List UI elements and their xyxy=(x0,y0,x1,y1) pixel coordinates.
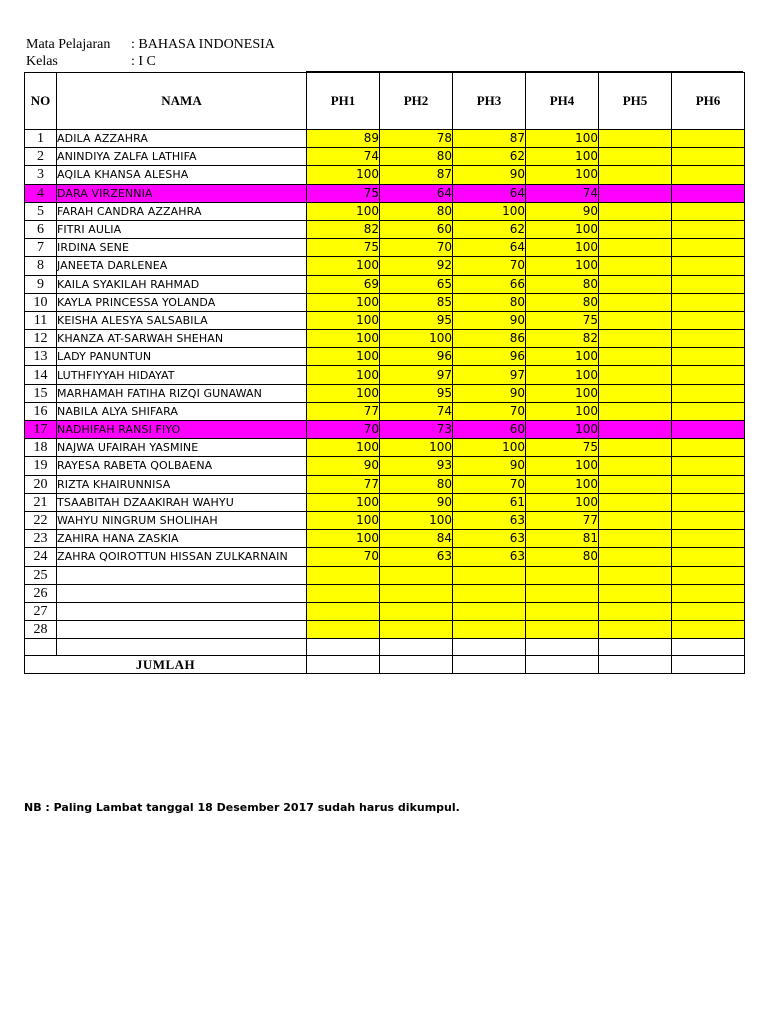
score-ph3: 90 xyxy=(453,166,526,184)
score-ph6 xyxy=(672,257,745,275)
score-ph3: 86 xyxy=(453,330,526,348)
score-ph4: 80 xyxy=(526,548,599,566)
total-label: JUMLAH xyxy=(25,656,307,674)
student-name: WAHYU NINGRUM SHOLIHAH xyxy=(57,511,307,529)
score-ph2: 63 xyxy=(380,548,453,566)
score-ph3: 62 xyxy=(453,220,526,238)
table-cell xyxy=(453,639,526,656)
score-ph6 xyxy=(672,621,745,639)
table-row xyxy=(25,366,745,384)
student-name: ZAHRA QOIROTTUN HISSAN ZULKARNAIN xyxy=(57,548,307,566)
score-ph4: 75 xyxy=(526,439,599,457)
score-ph1 xyxy=(307,566,380,584)
table-row xyxy=(25,475,745,493)
score-ph4: 80 xyxy=(526,275,599,293)
score-ph5 xyxy=(599,239,672,257)
score-ph5 xyxy=(599,475,672,493)
score-ph2: 100 xyxy=(380,511,453,529)
score-ph4: 82 xyxy=(526,330,599,348)
score-ph5 xyxy=(599,402,672,420)
score-ph4: 100 xyxy=(526,421,599,439)
score-ph3: 64 xyxy=(453,184,526,202)
score-ph1: 100 xyxy=(307,493,380,511)
score-ph6 xyxy=(672,457,745,475)
score-ph6 xyxy=(672,293,745,311)
row-number: 25 xyxy=(25,566,57,584)
score-ph3 xyxy=(453,621,526,639)
subject-value: : BAHASA INDONESIA xyxy=(131,37,275,52)
score-ph2: 100 xyxy=(380,330,453,348)
total-ph5 xyxy=(599,656,672,674)
col-ph4-header: PH4 xyxy=(526,73,599,130)
score-ph1: 100 xyxy=(307,511,380,529)
student-name xyxy=(57,621,307,639)
score-ph2: 95 xyxy=(380,384,453,402)
score-ph4: 100 xyxy=(526,239,599,257)
total-ph3 xyxy=(453,656,526,674)
subject-label: Mata Pelajaran xyxy=(26,37,111,52)
score-ph3: 70 xyxy=(453,257,526,275)
student-name: FARAH CANDRA AZZAHRA xyxy=(57,202,307,220)
score-ph4: 100 xyxy=(526,384,599,402)
score-ph2: 73 xyxy=(380,421,453,439)
header-row xyxy=(25,73,745,130)
score-ph3: 80 xyxy=(453,293,526,311)
score-ph6 xyxy=(672,202,745,220)
row-number: 20 xyxy=(25,475,57,493)
score-ph5 xyxy=(599,384,672,402)
row-number: 24 xyxy=(25,548,57,566)
score-ph4: 100 xyxy=(526,166,599,184)
student-name: NADHIFAH RANSI FIYO xyxy=(57,421,307,439)
score-ph2: 60 xyxy=(380,220,453,238)
score-ph2: 90 xyxy=(380,493,453,511)
score-ph3: 100 xyxy=(453,202,526,220)
score-ph2: 78 xyxy=(380,130,453,148)
table-row xyxy=(25,548,745,566)
score-ph6 xyxy=(672,584,745,602)
student-name: LADY PANUNTUN xyxy=(57,348,307,366)
score-ph5 xyxy=(599,366,672,384)
student-name xyxy=(57,566,307,584)
score-ph6 xyxy=(672,402,745,420)
score-ph1: 100 xyxy=(307,366,380,384)
score-ph1 xyxy=(307,602,380,620)
col-ph3-header: PH3 xyxy=(453,73,526,130)
total-ph4 xyxy=(526,656,599,674)
score-ph2: 65 xyxy=(380,275,453,293)
row-number: 16 xyxy=(25,402,57,420)
score-ph2 xyxy=(380,621,453,639)
student-name: NAJWA UFAIRAH YASMINE xyxy=(57,439,307,457)
score-ph5 xyxy=(599,530,672,548)
student-name: JANEETA DARLENEA xyxy=(57,257,307,275)
score-ph4: 100 xyxy=(526,457,599,475)
col-ph6-header: PH6 xyxy=(672,73,745,130)
table-row xyxy=(25,566,745,584)
class-value: : I C xyxy=(131,54,156,69)
grade-table xyxy=(24,72,745,674)
score-ph4: 80 xyxy=(526,293,599,311)
score-ph3: 63 xyxy=(453,548,526,566)
student-name: MARHAMAH FATIHA RIZQI GUNAWAN xyxy=(57,384,307,402)
table-row xyxy=(25,384,745,402)
row-number: 5 xyxy=(25,202,57,220)
score-ph1: 100 xyxy=(307,384,380,402)
table-row xyxy=(25,602,745,620)
score-ph6 xyxy=(672,602,745,620)
score-ph6 xyxy=(672,548,745,566)
score-ph5 xyxy=(599,348,672,366)
score-ph2: 84 xyxy=(380,530,453,548)
score-ph6 xyxy=(672,530,745,548)
score-ph5 xyxy=(599,293,672,311)
col-ph1-header: PH1 xyxy=(307,73,380,130)
row-number: 1 xyxy=(25,130,57,148)
table-row xyxy=(25,275,745,293)
table-row xyxy=(25,311,745,329)
score-ph2: 100 xyxy=(380,439,453,457)
student-name: FITRI AULIA xyxy=(57,220,307,238)
row-number: 15 xyxy=(25,384,57,402)
score-ph1: 89 xyxy=(307,130,380,148)
score-ph6 xyxy=(672,330,745,348)
score-ph3: 61 xyxy=(453,493,526,511)
score-ph2 xyxy=(380,584,453,602)
score-ph5 xyxy=(599,548,672,566)
table-cell xyxy=(380,639,453,656)
row-number: 3 xyxy=(25,166,57,184)
score-ph6 xyxy=(672,439,745,457)
score-ph4: 100 xyxy=(526,348,599,366)
row-number: 7 xyxy=(25,239,57,257)
table-cell xyxy=(599,639,672,656)
table-row xyxy=(25,293,745,311)
table-cell xyxy=(307,639,380,656)
score-ph1: 69 xyxy=(307,275,380,293)
score-ph4: 100 xyxy=(526,366,599,384)
score-ph5 xyxy=(599,275,672,293)
score-ph6 xyxy=(672,166,745,184)
student-name: ADILA AZZAHRA xyxy=(57,130,307,148)
student-name: TSAABITAH DZAAKIRAH WAHYU xyxy=(57,493,307,511)
score-ph2: 70 xyxy=(380,239,453,257)
total-ph1 xyxy=(307,656,380,674)
score-ph3 xyxy=(453,566,526,584)
score-ph1 xyxy=(307,584,380,602)
score-ph6 xyxy=(672,239,745,257)
score-ph6 xyxy=(672,493,745,511)
score-ph3: 97 xyxy=(453,366,526,384)
table-row xyxy=(25,439,745,457)
score-ph6 xyxy=(672,348,745,366)
row-number: 8 xyxy=(25,257,57,275)
score-ph4: 100 xyxy=(526,220,599,238)
score-ph5 xyxy=(599,493,672,511)
score-ph4: 100 xyxy=(526,148,599,166)
score-ph1: 100 xyxy=(307,202,380,220)
col-ph2-header: PH2 xyxy=(380,73,453,130)
score-ph4 xyxy=(526,566,599,584)
score-ph5 xyxy=(599,166,672,184)
score-ph3: 90 xyxy=(453,384,526,402)
student-name: ANINDIYA ZALFA LATHIFA xyxy=(57,148,307,166)
student-name: LUTHFIYYAH HIDAYAT xyxy=(57,366,307,384)
score-ph3: 100 xyxy=(453,439,526,457)
score-ph1: 75 xyxy=(307,239,380,257)
table-row xyxy=(25,166,745,184)
score-ph1: 82 xyxy=(307,220,380,238)
student-name: AQILA KHANSA ALESHA xyxy=(57,166,307,184)
score-ph2 xyxy=(380,566,453,584)
score-ph5 xyxy=(599,202,672,220)
row-number: 9 xyxy=(25,275,57,293)
col-ph5-header: PH5 xyxy=(599,73,672,130)
score-ph4: 90 xyxy=(526,202,599,220)
table-cell xyxy=(25,639,57,656)
student-name: ZAHIRA HANA ZASKIA xyxy=(57,530,307,548)
score-ph5 xyxy=(599,511,672,529)
score-ph3: 96 xyxy=(453,348,526,366)
score-ph2: 80 xyxy=(380,148,453,166)
score-ph4 xyxy=(526,602,599,620)
table-row xyxy=(25,239,745,257)
score-ph6 xyxy=(672,184,745,202)
table-row xyxy=(25,148,745,166)
score-ph5 xyxy=(599,311,672,329)
score-ph1 xyxy=(307,621,380,639)
score-ph6 xyxy=(672,566,745,584)
table-row xyxy=(25,348,745,366)
score-ph6 xyxy=(672,311,745,329)
row-number: 4 xyxy=(25,184,57,202)
score-ph1: 100 xyxy=(307,293,380,311)
total-ph2 xyxy=(380,656,453,674)
score-ph2: 95 xyxy=(380,311,453,329)
score-ph5 xyxy=(599,148,672,166)
student-name: KHANZA AT-SARWAH SHEHAN xyxy=(57,330,307,348)
score-ph2: 93 xyxy=(380,457,453,475)
score-ph3: 64 xyxy=(453,239,526,257)
score-ph1: 100 xyxy=(307,348,380,366)
score-ph5 xyxy=(599,184,672,202)
student-name xyxy=(57,602,307,620)
score-ph2 xyxy=(380,602,453,620)
score-ph2: 80 xyxy=(380,475,453,493)
score-ph6 xyxy=(672,384,745,402)
table-cell xyxy=(526,639,599,656)
score-ph5 xyxy=(599,130,672,148)
score-ph4: 100 xyxy=(526,257,599,275)
score-ph4: 74 xyxy=(526,184,599,202)
score-ph4: 100 xyxy=(526,130,599,148)
score-ph3: 63 xyxy=(453,530,526,548)
student-name: IRDINA SENE xyxy=(57,239,307,257)
table-row xyxy=(25,584,745,602)
row-number: 10 xyxy=(25,293,57,311)
score-ph2: 96 xyxy=(380,348,453,366)
score-ph1: 75 xyxy=(307,184,380,202)
score-ph1: 100 xyxy=(307,330,380,348)
row-number: 13 xyxy=(25,348,57,366)
score-ph4: 77 xyxy=(526,511,599,529)
table-row xyxy=(25,421,745,439)
score-ph5 xyxy=(599,621,672,639)
score-ph5 xyxy=(599,421,672,439)
score-ph2: 97 xyxy=(380,366,453,384)
score-ph2: 92 xyxy=(380,257,453,275)
score-ph2: 80 xyxy=(380,202,453,220)
row-number: 12 xyxy=(25,330,57,348)
deadline-note: NB : Paling Lambat tanggal 18 Desember 2017 sudah harus dikumpul. xyxy=(24,801,460,814)
row-number: 28 xyxy=(25,621,57,639)
row-number: 27 xyxy=(25,602,57,620)
score-ph1: 74 xyxy=(307,148,380,166)
score-ph1: 100 xyxy=(307,530,380,548)
score-ph6 xyxy=(672,366,745,384)
score-ph6 xyxy=(672,511,745,529)
row-number: 2 xyxy=(25,148,57,166)
score-ph2: 64 xyxy=(380,184,453,202)
score-ph3: 90 xyxy=(453,311,526,329)
student-name: KAYLA PRINCESSA YOLANDA xyxy=(57,293,307,311)
score-ph6 xyxy=(672,130,745,148)
score-ph5 xyxy=(599,220,672,238)
score-ph6 xyxy=(672,148,745,166)
score-ph4: 100 xyxy=(526,493,599,511)
score-ph5 xyxy=(599,439,672,457)
score-ph3 xyxy=(453,584,526,602)
score-ph5 xyxy=(599,584,672,602)
row-number: 11 xyxy=(25,311,57,329)
row-number: 26 xyxy=(25,584,57,602)
row-number: 17 xyxy=(25,421,57,439)
score-ph5 xyxy=(599,457,672,475)
score-ph2: 85 xyxy=(380,293,453,311)
table-row xyxy=(25,257,745,275)
score-ph3: 70 xyxy=(453,475,526,493)
total-ph6 xyxy=(672,656,745,674)
row-number: 19 xyxy=(25,457,57,475)
row-number: 6 xyxy=(25,220,57,238)
table-row xyxy=(25,330,745,348)
score-ph2: 74 xyxy=(380,402,453,420)
score-ph4 xyxy=(526,584,599,602)
table-row xyxy=(25,493,745,511)
student-name: RIZTA KHAIRUNNISA xyxy=(57,475,307,493)
score-ph1: 70 xyxy=(307,421,380,439)
score-ph5 xyxy=(599,566,672,584)
student-name xyxy=(57,584,307,602)
row-number: 21 xyxy=(25,493,57,511)
score-ph1: 70 xyxy=(307,548,380,566)
col-no-header: NO xyxy=(25,73,57,130)
score-ph1: 77 xyxy=(307,475,380,493)
score-ph5 xyxy=(599,330,672,348)
score-ph3: 87 xyxy=(453,130,526,148)
score-ph2: 87 xyxy=(380,166,453,184)
score-ph1: 100 xyxy=(307,257,380,275)
student-name: KAILA SYAKILAH RAHMAD xyxy=(57,275,307,293)
score-ph6 xyxy=(672,421,745,439)
score-ph3: 63 xyxy=(453,511,526,529)
student-name: DARA VIRZENNIA xyxy=(57,184,307,202)
score-ph3: 62 xyxy=(453,148,526,166)
row-number: 18 xyxy=(25,439,57,457)
score-ph6 xyxy=(672,475,745,493)
score-ph3: 70 xyxy=(453,402,526,420)
score-ph5 xyxy=(599,602,672,620)
score-ph1: 100 xyxy=(307,311,380,329)
score-ph1: 77 xyxy=(307,402,380,420)
row-number: 14 xyxy=(25,366,57,384)
score-ph4: 81 xyxy=(526,530,599,548)
score-ph3: 60 xyxy=(453,421,526,439)
student-name: NABILA ALYA SHIFARA xyxy=(57,402,307,420)
row-number: 23 xyxy=(25,530,57,548)
table-cell xyxy=(672,639,745,656)
total-row xyxy=(25,656,745,674)
table-cell xyxy=(57,639,307,656)
col-name-header: NAMA xyxy=(57,73,307,130)
table-row xyxy=(25,184,745,202)
table-row xyxy=(25,220,745,238)
score-ph6 xyxy=(672,220,745,238)
score-ph4: 100 xyxy=(526,475,599,493)
table-row xyxy=(25,130,745,148)
table-row xyxy=(25,621,745,639)
score-ph1: 100 xyxy=(307,439,380,457)
table-row xyxy=(25,202,745,220)
table-row xyxy=(25,530,745,548)
spacer-row xyxy=(25,639,745,656)
score-ph6 xyxy=(672,275,745,293)
score-ph4: 75 xyxy=(526,311,599,329)
student-name: RAYESA RABETA QOLBAENA xyxy=(57,457,307,475)
score-ph3: 90 xyxy=(453,457,526,475)
student-name: KEISHA ALESYA SALSABILA xyxy=(57,311,307,329)
score-ph3: 66 xyxy=(453,275,526,293)
score-ph3 xyxy=(453,602,526,620)
table-row xyxy=(25,402,745,420)
score-ph4 xyxy=(526,621,599,639)
table-row xyxy=(25,457,745,475)
score-ph1: 90 xyxy=(307,457,380,475)
row-number: 22 xyxy=(25,511,57,529)
score-ph4: 100 xyxy=(526,402,599,420)
score-ph5 xyxy=(599,257,672,275)
score-ph1: 100 xyxy=(307,166,380,184)
table-row xyxy=(25,511,745,529)
class-label: Kelas xyxy=(26,54,58,69)
